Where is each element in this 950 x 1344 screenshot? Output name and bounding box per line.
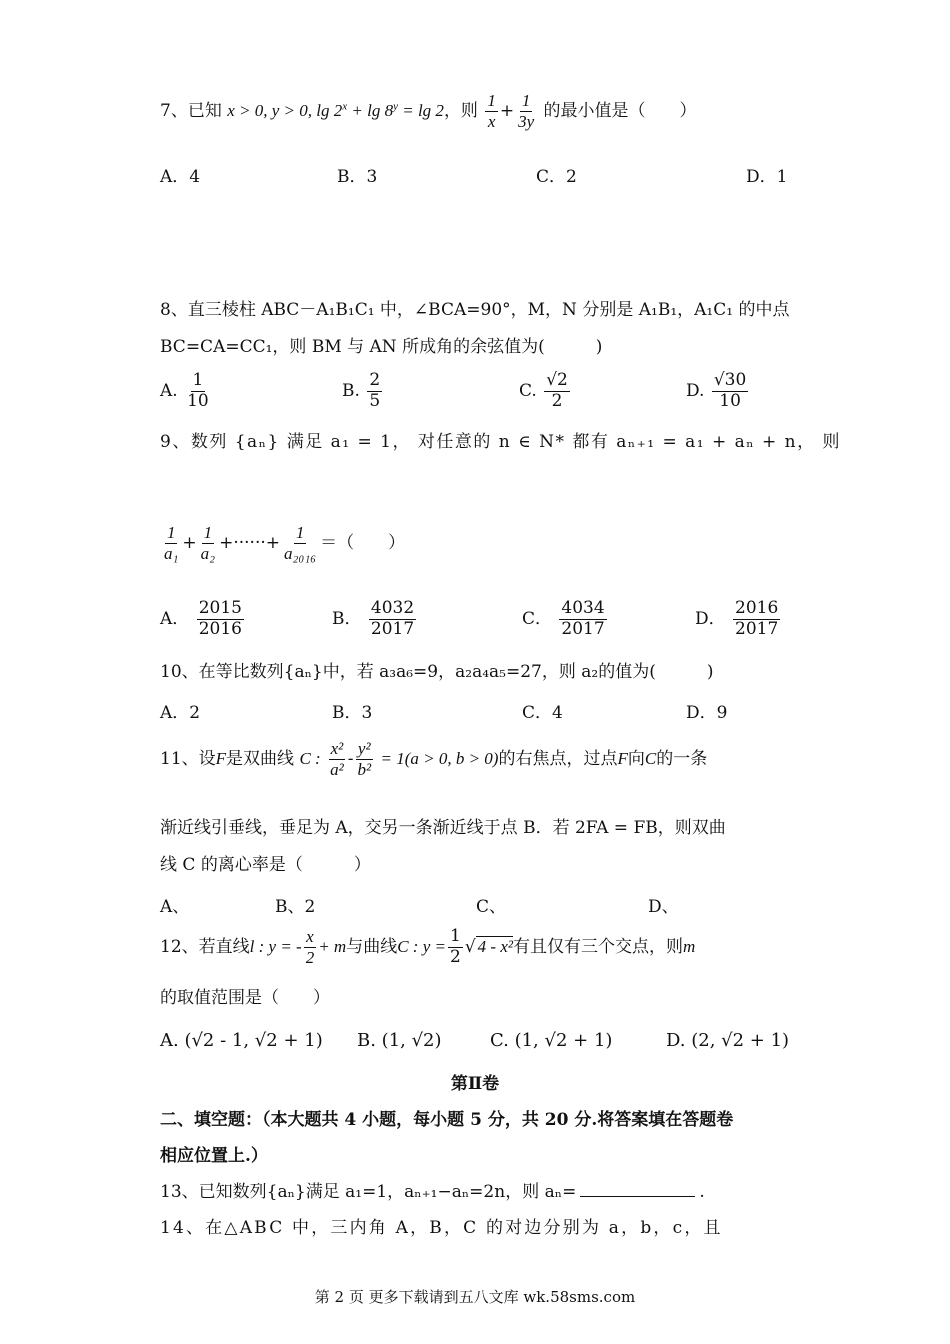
q12-option-c: C. (1, √2 + 1)	[490, 1030, 613, 1051]
q9-option-d: D． $\frac{2016}{2017}$	[695, 598, 779, 639]
q9-sum-expression: $\frac{1}{\text{a₁}}$ + $\frac{1}{\text{a₂}}$ +······+ $\frac{1}{\text{a₂₀₁₆}}$ ＝（ ）	[164, 523, 406, 563]
q9-option-b: B． $\frac{4032}{2017}$	[332, 598, 415, 639]
q8-option-c: C. $\frac{√2}{2}$	[519, 370, 568, 411]
q11-stem-line3: 线 C 的离心率是（ ）	[160, 855, 371, 875]
q7-option-c: C．2	[536, 167, 577, 187]
q9-stem-line1: 9、数列 {aₙ} 满足 a₁ = 1， 对任意的 n ∈ N* 都有 aₙ₊₁ = a₁ + aₙ + n， 则	[160, 432, 842, 452]
q9-option-c: C． $\frac{4034}{2017}$	[522, 598, 605, 639]
q7-option-a: A．4	[160, 167, 201, 187]
page-footer: 第 2 页 更多下载请到五八文库 wk.58sms.com	[314, 1288, 636, 1306]
q8-stem-line2: BC=CA=CC₁，则 BM 与 AN 所成角的余弦值为( )	[160, 337, 603, 357]
q10-stem: 10、在等比数列{aₙ}中，若 a₃a₆=9，a₂a₄a₅=27，则 a₂的值为( )	[160, 662, 714, 682]
q13-stem: 13、已知数列{aₙ}满足 a₁=1，aₙ₊₁−aₙ=2n，则 aₙ= .	[160, 1182, 705, 1202]
q10-option-d: D．9	[686, 703, 728, 723]
q12-option-b: B. (1, √2)	[357, 1030, 442, 1051]
q14-stem: 14、在△ABC 中，三内角 A，B，C 的对边分别为 a，b，c，且	[160, 1218, 723, 1238]
q13-answer-blank[interactable]	[580, 1196, 695, 1197]
q11-option-b: B、2	[275, 897, 316, 917]
q7-option-d: D．1	[746, 167, 788, 187]
q12-stem-line1: 12、若直线l : y = - $\frac{x}{2}$ + m与曲线C : y = $\frac{1}{2}$ √ 4 - x²有且仅有三个交点，则m	[160, 926, 696, 967]
q12-option-d: D. (2, √2 + 1)	[666, 1030, 790, 1051]
q12-option-a: A. (√2 - 1, √2 + 1)	[160, 1030, 323, 1051]
q7-stem: 7、已知 x > 0, y > 0, $\lg 2^x + \lg 8^y = \lg 2$，则 $\frac{1}{x}$ + $\frac{1}{3y}$ 的最小值是（ ）	[160, 91, 697, 131]
q11-option-d: D、	[648, 897, 679, 917]
q11-option-a: A、	[160, 897, 190, 917]
part2-heading-line2: 相应位置上.）	[160, 1146, 268, 1166]
q7-option-b: B．3	[337, 167, 378, 187]
q10-option-a: A．2	[160, 703, 201, 723]
q9-option-a: A． $\frac{2015}{2016}$	[160, 598, 242, 639]
q10-option-b: B．3	[332, 703, 373, 723]
q8-option-b: B. $\frac{2}{5}$	[342, 370, 381, 411]
part2-heading-line1: 二、填空题：（本大题共 4 小题，每小题 5 分，共 20 分.将答案填在答题卷	[160, 1110, 734, 1130]
q11-option-c: C、	[476, 897, 507, 917]
part2-title: 第Ⅱ卷	[450, 1074, 500, 1094]
q7-fraction-2: $\frac{1}{3y}$	[518, 91, 535, 131]
q11-stem-line2: 渐近线引垂线，垂足为 A，交另一条渐近线于点 B．若 2FA = FB，则双曲	[160, 818, 726, 838]
q10-option-c: C．4	[522, 703, 563, 723]
q11-stem-line1: 11、设F是双曲线 C : $\frac{\text{x²}}{\text{a²}}$ - $\frac{\text{y²}}{\text{b²}}$ = 1(a > 0, b > 0)的右焦点，过点F向C的一条	[160, 739, 708, 779]
q7-fraction-1: $\frac{1}{x}$	[487, 91, 496, 131]
q12-stem-line2: 的取值范围是（ ）	[160, 988, 330, 1008]
q8-option-a: A. $\frac{1}{10}$	[160, 370, 209, 411]
q8-stem-line1: 8、直三棱柱 ABC－A₁B₁C₁ 中，∠BCA=90°，M，N 分别是 A₁B₁，A₁C₁ 的中点	[160, 300, 790, 320]
q8-option-d: D. $\frac{√30}{10}$	[686, 370, 747, 411]
